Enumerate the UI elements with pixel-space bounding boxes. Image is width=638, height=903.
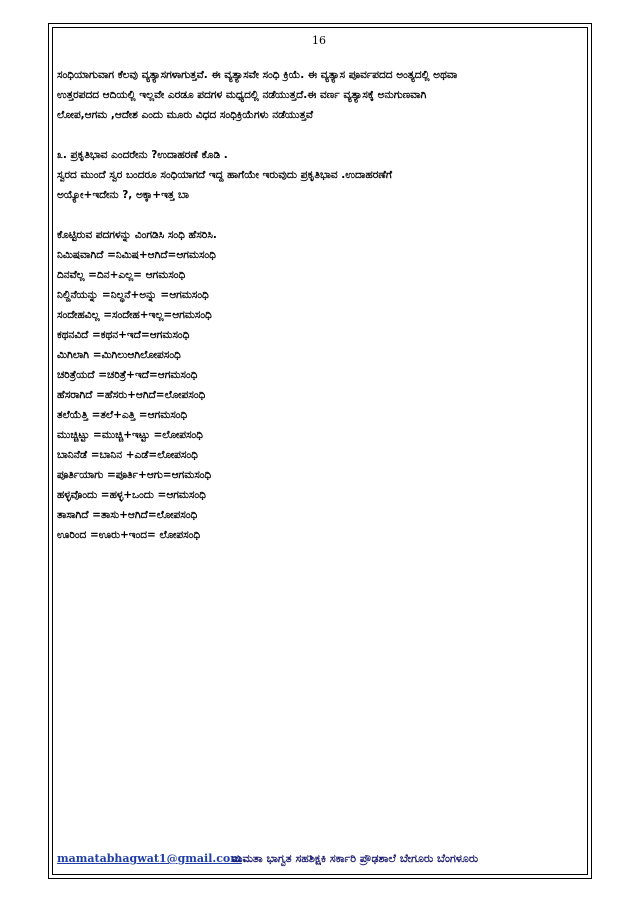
exercise-item: ಕಥನವಿದೆ =ಕಥನ+ಇದೆ=ಆಗಮಸಂಧಿ [57,329,190,341]
exercise-item: ನಿಲ್ದಿನೆಯನ್ನು =ನಿಲ್ಧನೆ+ಅನ್ನು =ಆಗಮಸಂಧಿ [57,289,209,301]
exercise-item: ಚರಿತ್ರೆಯದೆ =ಚರಿತ್ರೆ+ಇದೆ=ಆಗಮಸಂಧಿ [57,369,198,381]
document-body [57,65,584,545]
exercise-item: ಪೂರ್ತಿಯಾಗು =ಪೂರ್ತಿ+ಆಗು=ಆಗಮಸಂಧಿ [57,469,212,481]
exercise-item: ನಿಮಿಷವಾಗಿದೆ =ನಿಮಿಷ+ಆಗಿದೆ=ಆಗಮಸಂಧಿ [57,249,216,261]
exercise-item: ಹೆಸರಾಗಿದೆ =ಹೆಸರು+ಆಗಿದೆ=ಲೋಪಸಂಧಿ [57,389,206,401]
spacer [57,205,584,225]
exercise-item: ತಾಸಾಗಿದೆ =ತಾಸು+ಆಗಿದೆ=ಲೋಪಸಂಧಿ [57,509,198,521]
intro-line: ಲೋಪ,ಆಗಮ ,ಆದೇಶ ಎಂದು ಮೂರು ವಿಧದ ಸಂಧಿಕ್ರಿಯೆಗಳು ನಡೆಯುತ್ತವೆ [57,109,314,121]
exercise-item: ಮಿಗಿಲಾಗಿ =ಮಿಗಿಲುಆಗಿಲೋಪಸಂಧಿ [57,349,181,361]
spacer [57,125,584,145]
answer-paragraph [57,165,584,205]
author-credit: ಮಮತಾ ಭಾಗ್ವತ ಸಹಶಿಕ್ಷಕಿ ಸರ್ಕಾರಿ ಪ್ರೌಢಶಾಲೆ ಬೇಗೂರು ಬೆಂಗಳೂರು [232,852,479,865]
page-footer [57,852,584,868]
exercise-item: ದಿನವೆಲ್ಲ =ದಿನ+ಎಲ್ಲ= ಆಗಮಸಂಧಿ [57,269,186,281]
intro-paragraph [57,65,584,125]
exercise-item: ಸಂದೇಹವಿಲ್ಲ =ಸಂದೇಹ+ಇಲ್ಲ=ಆಗಮಸಂಧಿ [57,309,212,321]
question-heading: ೩. ಪ್ರಕೃತಿಭಾವ ಎಂದರೇನು ?ಉದಾಹರಣೆ ಕೊಡಿ . [57,149,228,161]
exercise-item: ಬಾನಿನೆಡೆ =ಬಾನಿನ +ಎಡೆ=ಲೋಪಸಂಧಿ [57,449,198,461]
page-number: 16 [312,34,326,47]
exercise-list [57,245,584,545]
exercise-item: ತಲೆಯೆತ್ತಿ =ತಲೆ+ಎತ್ತಿ =ಆಗಮಸಂಧಿ [57,409,188,421]
intro-line: ಉತ್ತರಪದದ ಆದಿಯಲ್ಲಿ ಇಲ್ಲವೇ ಎರಡೂ ಪದಗಳ ಮಧ್ಯದಲ್ಲಿ ನಡೆಯುತ್ತದೆ.ಈ ವರ್ಣ ವ್ಯತ್ಯಾಸಕ್ಕೆ ಅನುಗುಣವಾಗಿ [57,89,427,101]
exercise-item: ಹಳ್ಳವೊಂದು =ಹಳ್ಳ+ಒಂದು =ಆಗಮಸಂಧಿ [57,489,206,501]
answer-line: ಅಯ್ಯೋ+ಇದೇನು ?, ಅಕ್ಕಾ+ಇತ್ತ ಬಾ [57,189,189,201]
answer-line: ಸ್ವರದ ಮುಂದೆ ಸ್ವರ ಬಂದರೂ ಸಂಧಿಯಾಗದೆ ಇದ್ದ ಹಾಗೆಯೇ ಇರುವುದು ಪ್ರಕೃತಿಭಾವ .ಉದಾಹರಣೆಗೆ [57,169,393,181]
exercise-heading: ಕೊಟ್ಟಿರುವ ಪದಗಳನ್ನು ವಿಂಗಡಿಸಿ ಸಂಧಿ ಹೆಸರಿಸಿ. [57,229,217,241]
intro-line: ಸಂಧಿಯಾಗುವಾಗ ಕೆಲವು ವ್ಯತ್ಯಾಸಗಳಾಗುತ್ತವೆ. ಈ ವ್ಯತ್ಯಾಸವೇ ಸಂಧಿ ಕ್ರಿಯೆ. ಈ ವ್ಯತ್ಯಾಸ ಪೂರ್ವಪದದ ಅಂತ್ಯದಲ್ಲಿ ಅಥವಾ [57,69,458,81]
author-email-link[interactable]: mamatabhagwat1@gmail.com [57,852,242,865]
exercise-item: ಊರಿಂದ =ಊರು+ಇಂದ= ಲೋಪಸಂಧಿ [57,529,201,541]
exercise-item: ಮುಚ್ಚಿಟ್ಟು =ಮುಚ್ಚಿ+ಇಟ್ಟು =ಲೋಪಸಂಧಿ [57,429,203,441]
